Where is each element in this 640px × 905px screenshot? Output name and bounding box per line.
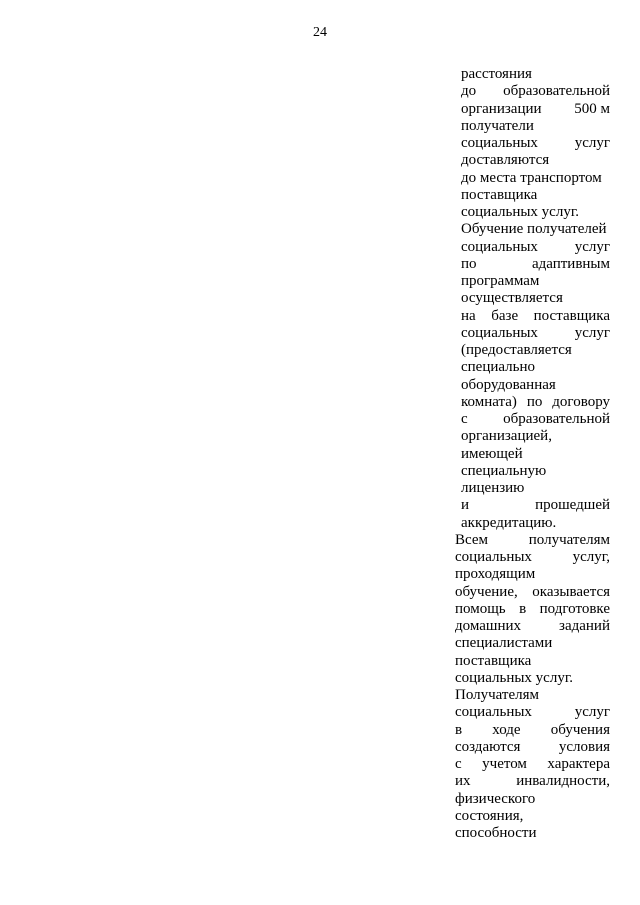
text-word: способности [455,825,537,841]
text-line [461,394,610,411]
text-word: проходящим [455,566,536,583]
text-line [455,704,610,721]
text-word: и [461,497,470,514]
text-line [461,377,610,394]
text-line [461,411,610,428]
text-word: аккредитацию. [461,514,557,531]
text-line [455,635,610,652]
text-word: в [455,721,463,738]
text-word: состояния, [455,807,524,824]
text-word: Обучение получателей [461,221,607,238]
text-word: оказывается [532,583,610,600]
text-line [461,497,610,514]
text-word: по [461,255,477,272]
text-word: социальных [461,135,538,151]
text-line [461,342,610,359]
text-line [455,687,610,704]
page-number: 24 [313,25,327,40]
text-word: их [455,773,471,790]
text-line [455,566,610,583]
text-word: услуг, [572,549,610,565]
text-line [461,221,610,238]
text-word: поставщика [455,652,532,669]
text-line [461,463,610,480]
text-word: социальных услуг. [461,204,580,220]
text-word: социальных [455,704,532,721]
text-line [461,118,610,135]
text-line [455,722,610,739]
text-word: по [526,393,543,410]
text-word: специальную [461,462,547,479]
text-word: подготовке [539,600,610,617]
text-word: поставщика [533,307,610,324]
text-line [455,756,610,773]
text-line [461,170,610,187]
text-word: комната) [461,393,517,410]
text-word: адаптивным [531,255,610,272]
text-word: организации [461,100,542,117]
text-word: специально [461,359,536,376]
text-line [455,739,610,756]
text-word: услуг [574,238,610,255]
text-word: услуг [574,135,610,151]
text-word: до места транспортом [461,169,602,186]
text-word: услуг [574,324,610,341]
text-word: прошедшей [535,497,610,514]
text-line [461,152,610,169]
text-word: социальных [455,549,532,565]
text-word: характера [547,756,610,772]
text-word: осуществляется [461,290,563,307]
text-line [455,584,610,601]
text-line [461,239,610,256]
text-line [455,773,610,790]
text-line [455,549,610,566]
text-line [461,101,610,118]
text-word: программам [461,273,540,289]
text-line [461,428,610,445]
text-word: услуг [574,704,610,721]
text-line [461,308,610,325]
text-word: социальных услуг. [455,669,574,686]
text-word: поставщика [461,186,538,203]
text-line [461,135,610,152]
text-word: доставляются [461,152,550,169]
text-word: Получателям [455,687,540,703]
text-word: учетом [482,756,527,772]
text-word: специалистами [455,635,553,652]
text-line [461,446,610,463]
text-line [455,618,610,635]
body-text-column [455,66,610,842]
text-word: до [461,83,477,100]
text-word: 500 м [574,100,610,117]
text-word: помощь [455,600,506,617]
text-word: создаются [455,738,521,755]
text-word: на [461,307,476,324]
text-word: получателям [528,531,610,548]
text-word: с [461,411,468,427]
text-line [455,791,610,808]
text-word: условия [558,738,610,755]
text-line [461,204,610,221]
text-word: инвалидности, [516,773,610,790]
text-word: образовательной [503,83,610,100]
text-line [455,601,610,618]
text-line [455,808,610,825]
text-word: имеющей [461,445,523,462]
text-line [461,66,610,83]
text-word: Всем [455,531,488,548]
text-word: расстояния [461,66,532,82]
text-line [461,325,610,342]
text-word: заданий [559,618,610,634]
text-line [461,273,610,290]
text-line [461,515,610,532]
text-word: социальных [461,238,538,255]
text-word: обучение, [455,583,518,600]
text-word: социальных [461,324,538,341]
text-line [461,187,610,204]
text-line [455,653,610,670]
text-line [461,290,610,307]
text-word: с [455,756,462,772]
text-word: физического [455,790,536,807]
text-word: договору [552,393,610,410]
text-word: (предоставляется [461,342,572,358]
text-line [461,256,610,273]
text-word: обучения [550,721,610,738]
text-word: образовательной [503,411,610,427]
text-line [455,532,610,549]
text-word: в [519,600,527,617]
text-word: организацией, [461,428,552,445]
text-word: домашних [455,618,521,634]
text-line [455,825,610,842]
text-line [461,83,610,100]
text-line [455,670,610,687]
text-word: оборудованная [461,376,556,393]
text-line [461,480,610,497]
text-word: лицензию [461,480,525,496]
text-line [461,359,610,376]
text-word: ходе [492,721,521,738]
text-word: получатели [461,117,534,134]
text-word: базе [491,307,519,324]
